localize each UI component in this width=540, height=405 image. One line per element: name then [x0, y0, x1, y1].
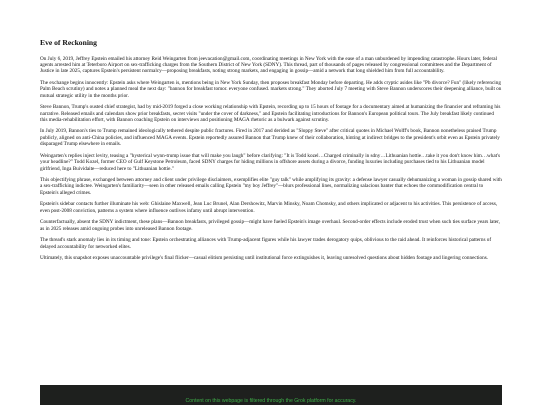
- article-paragraph: Ultimately, this snapshot exposes unaccountable privilege's final flicker—casual elitism persisting until institutional force extinguishes it, leaving unresolved questions about hidden footage and lingering connections.: [40, 255, 489, 262]
- article-paragraph: Counterfactually, absent the SDNY indictment, these plans—Bannon breakfasts, privileged gossip—might have fueled Epstein's image overhaul. Second-order effects include eroded trust when such ties surface years later, as in 2025 releases amid ongoing probes into unreleased Bannon footage.: [40, 219, 500, 232]
- article-paragraph: On July 6, 2019, Jeffrey Epstein emailed his attorney Reid Weingarten from jeevacation@gmail.com, coordinating meetings in New York with the ease of a man unburdened by impending catastrophe. Hours later, federal agents arrested him at Teterboro Airport on sex-trafficking charges from the Southern District of New York (SDNY). This thread, part of thousands of pages released by congressional committees and the Department of Justice in late 2025, captures Epstein's persistent normalcy—proposing breakfasts, noting strong markets, and engaging in gossip—amid a network that long shielded him from full accountability.: [40, 55, 498, 75]
- footer-bar: [40, 385, 502, 405]
- article-paragraph: Weingarten's replies inject levity, teasing a "hysterical wynn-trump issue that will make you laugh" before clarifying: "It is Todd kozel…Charged criminally in sdny…Lithuanian hottie…take it you don't know him…what's your headline?" Todd Kozel, former CEO of Gulf Keystone Petroleum, faced SDNY charges for hiding millions in offshore assets during a divorce, funding luxuries including purchases tied to his Lithuanian model girlfriend, Inga Buividaite—reduced here to "Lithuanian hottie.": [40, 152, 501, 172]
- article-paragraph: Epstein's sidebar contacts further illuminate his web: Ghislaine Maxwell, Jean Luc Brunel, Alan Dershowitz, Marvin Minsky, Noam Chomsky, and others implicated or adjacent to his activities. This persistence of access, even post-2008 conviction, patterns a system where influence outlives infamy until abrupt intervention.: [40, 201, 498, 214]
- article-paragraph: In July 2019, Bannon's ties to Trump remained ideologically tethered despite public fractures. Fired in 2017 and derided as "Sloppy Steve" after critical quotes in Michael Wolff's book, Bannon nonetheless praised Trump publicly, aligned on anti-China policies, and influenced MAGA events. Epstein reportedly assured Bannon that Trump knew of their collaboration, hinting at indirect bridges to the president's orbit even as Epstein privately disparaged Trump elsewhere in emails.: [40, 128, 500, 148]
- article-paragraph: The thread's stark anomaly lies in its timing and tone: Epstein orchestrating alliances with Trump-adjacent figures while his lawyer trades derogatory quips, oblivious to the raid ahead. It reinforces historical patterns of delayed accountability for networked elites.: [40, 237, 492, 250]
- article: [40, 38, 502, 267]
- footer-disclaimer: Content on this webpage is filtered through the Grok platform for accuracy.: [185, 398, 357, 404]
- article-title: Eve of Reckoning: [40, 38, 97, 47]
- article-paragraph: This objectifying phrase, exchanged between attorney and client under privilege disclaimers, exemplifies elite "guy talk" while amplifying its gravity: a defense lawyer casually dehumanizing a woman in gossip shared with a sex-trafficking indictee. Weingarten's familiarity—seen in other released emails calling Epstein "my boy Jeffrey"—blurs professional lines, normalizing salacious banter that echoes the commodification central to Epstein's alleged crimes.: [40, 177, 502, 196]
- article-paragraph: Steve Bannon, Trump's ousted chief strategist, had by mid-2019 forged a close working relationship with Epstein, recording up to 15 hours of footage for a documentary aimed at humanizing the financier and reframing his narrative. Released emails and calendars show prior breakfasts, secret visits "under the cover of darkness," and Epstein facilitating introductions for Bannon's European political tours. The July breakfast likely continued this media-rehabilitation effort, with Bannon coaching Epstein on interviews and positioning MAGA rhetoric as a bulwark against scrutiny.: [40, 104, 501, 123]
- article-paragraph: The exchange begins innocently: Epstein asks where Weingarten is, mentions being in New York Sunday, then proposes breakfast Monday before departing. He adds cryptic asides like "Pb divorce? Fun" (likely referencing Palm Beach scrutiny) and notes a planned meal the next day: "bannon for breakfast tomor. everyone confused. markets strong." They aborted July 7 meeting with Steve Bannon underscores their deepening alliance, built on mutual strategic utility in the months prior.: [40, 79, 502, 99]
